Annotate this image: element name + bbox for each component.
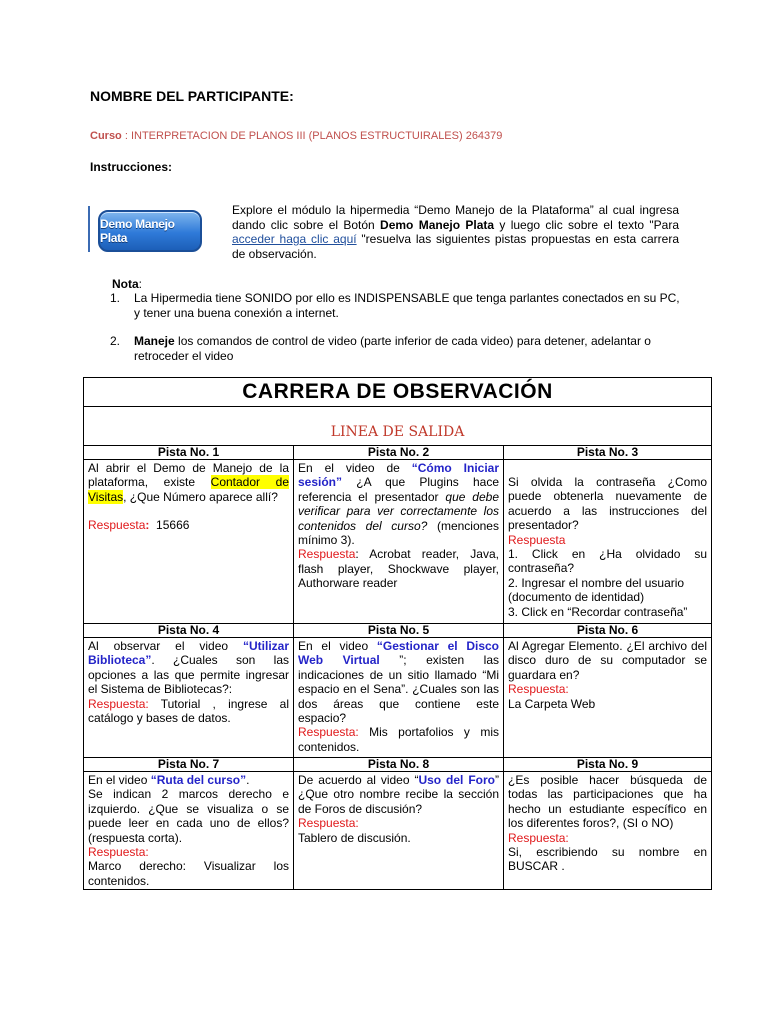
- nota-item: [110, 291, 680, 320]
- pista-header: Pista No. 6: [504, 624, 712, 638]
- explore-text-2: y luego clic sobre el texto "Para: [494, 217, 680, 232]
- q-text: (menciones mínimo 3).: [298, 518, 499, 548]
- explore-bold: Demo Manejo Plata: [380, 217, 495, 232]
- nota-colon: :: [138, 277, 143, 291]
- nota-item-text: La Hipermedia tiene SONIDO por ello es INDISPENSABLE que tenga parlantes conectados en su PC, y tener una buena conexión a internet.: [134, 291, 680, 320]
- respuesta-label: Respuesta: [88, 518, 146, 533]
- pista-cell-3: [504, 460, 712, 624]
- pista-question: [88, 461, 289, 504]
- course-line: [90, 130, 502, 142]
- linea-de-salida-label: LINEA DE SALIDA: [330, 423, 465, 440]
- pista-cell-5: [294, 638, 504, 758]
- answer-text: Si, escribiendo su nombre en BUSCAR .: [508, 845, 708, 874]
- answer-text: Tutorial , ingrese al catálogo y bases de datos.: [88, 696, 289, 726]
- course-name: : INTERPRETACION DE PLANOS III (PLANOS ESTRUCTUIRALES) 264379: [124, 130, 503, 142]
- respuesta-label: Respuesta: [298, 725, 356, 740]
- nota-label-text: Nota: [112, 277, 139, 291]
- video-title: “Ruta del curso”: [150, 773, 247, 787]
- q-text: Al abrir el Demo de Manejo de la plataforma, existe: [88, 461, 289, 490]
- demo-button-wrapper: [88, 206, 212, 252]
- answer-text: Mis portafolios y mis contenidos.: [298, 725, 499, 754]
- video-title: “Gestionar el Disco Web Virtual: [298, 639, 499, 668]
- nota-item-text: los comandos de control de video (parte inferior de cada video) para detener, adelantar o retroceder el video: [134, 334, 651, 363]
- pista-question: [298, 461, 499, 547]
- respuesta-label: Respuesta: [298, 547, 356, 562]
- q-text: En el video de: [298, 461, 412, 475]
- answer-text: 15666: [156, 518, 190, 533]
- pista-header: Pista No. 5: [294, 624, 504, 638]
- pista-cell-1: [84, 460, 294, 624]
- explore-text-1: Explore el módulo la hipermedia “Demo Manejo de la Plataforma” al cual ingresa dando clic sobre el Botón: [232, 203, 679, 232]
- pista-question: Si olvida la contraseña ¿Como puede obtenerla nuevamente de acuerdo a las instrucciones del presentador?: [508, 475, 708, 533]
- pista-cell-6: Al Agregar Elemento. ¿El archivo del disco duro de su computador se guardara en? Respuesta: La Carpeta Web: [504, 638, 712, 758]
- pista-header: Pista No. 4: [84, 624, 294, 638]
- respuesta-label: Respuesta: [508, 532, 566, 547]
- course-label: Curso: [90, 130, 122, 142]
- pista-question: [298, 773, 499, 816]
- nota-item-bold: Maneje: [134, 334, 175, 348]
- observation-table: [83, 377, 712, 890]
- pista-question: ¿Es posible hacer búsqueda de todas las participaciones que ha hecho un estudiante específico en los diferentes foros?, (SI o NO): [508, 773, 708, 831]
- subtitle-cell: [84, 407, 712, 446]
- respuesta-label: Respuesta: [88, 845, 146, 860]
- instructions-heading: Instrucciones:: [90, 160, 173, 174]
- demo-accent-bar: [88, 206, 90, 252]
- access-link[interactable]: acceder haga clic aquí: [232, 232, 357, 246]
- explore-text-3: "resuelva las siguientes pistas propuestas en esta carrera de observación.: [232, 232, 679, 261]
- q-text: , ¿Que Número aparece allí?: [123, 489, 278, 504]
- pista-answer: Respuesta: 15666: [88, 518, 190, 533]
- pista-cell-9: ¿Es posible hacer búsqueda de todas las participaciones que ha hecho un estudiante específico en los diferentes foros?, (SI o NO) Respuesta: Si, escribiendo su nombre en BUSCAR .: [504, 772, 712, 890]
- pista-answer: [298, 547, 499, 590]
- table-title: CARRERA DE OBSERVACIÓN: [84, 378, 712, 407]
- nota-item: [110, 334, 680, 363]
- q-text: Al observar el video: [88, 639, 243, 653]
- q-highlight: Contador de Visitas: [88, 475, 290, 504]
- q-italic: que debe verificar para ver correctamente los contenidos del curso?: [298, 489, 499, 533]
- answer-text: : Acrobat reader, Java, flash player, Shockwave player, Authorware reader: [298, 547, 499, 591]
- respuesta-label: Respuesta: [298, 816, 356, 831]
- pista-header: Pista No. 9: [504, 758, 712, 772]
- pista-cell-2: [294, 460, 504, 624]
- answer-step: 1. Click en ¿Ha olvidado su contraseña?: [508, 547, 708, 576]
- answer-text: Tablero de discusión.: [298, 830, 411, 845]
- participant-name-label: NOMBRE DEL PARTICIPANTE:: [90, 88, 294, 104]
- q-text: .: [246, 773, 250, 787]
- video-title: Uso del Foro: [418, 773, 495, 787]
- nota-list: [110, 291, 680, 363]
- q-text: ” ¿Que otro nombre recibe la sección de Foros de discusión?: [298, 773, 499, 816]
- pista-answer: Respuesta: Tutorial , ingrese al catálogo y bases de datos.: [88, 696, 289, 726]
- answer-text: Marco derecho: Visualizar los contenidos.: [88, 859, 289, 888]
- respuesta-label: Respuesta: [508, 682, 566, 697]
- pista-question: Al Agregar Elemento. ¿El archivo del disco duro de su computador se guardara en?: [508, 639, 708, 682]
- q-text: . ¿Cuales son las opciones a las que permite ingresar el Sistema de Bibliotecas?:: [88, 653, 289, 697]
- nota-item-number: 1.: [110, 291, 121, 305]
- nota-label: [112, 277, 142, 291]
- pista-answer: Respuesta: Mis portafolios y mis contenidos.: [298, 725, 499, 754]
- answer-step: 2. Ingresar el nombre del usuario (documento de identidad): [508, 575, 685, 605]
- q-text: En el video: [88, 773, 151, 787]
- pista-cell-8: De acuerdo al video “Uso del Foro” ¿Que otro nombre recibe la sección de Foros de discusión? Respuesta: Tablero de discusión.: [294, 772, 504, 890]
- pista-question: [88, 773, 289, 787]
- pista-header: Pista No. 8: [294, 758, 504, 772]
- respuesta-label: Respuesta: [88, 696, 146, 711]
- respuesta-label: Respuesta: [508, 830, 566, 845]
- answer-step: 3. Click en “Recordar contraseña”: [508, 604, 688, 619]
- pista-header: Pista No. 3: [504, 446, 712, 460]
- demo-manejo-plata-button[interactable]: Demo Manejo Plata: [98, 210, 202, 252]
- video-title: “Utilizar Biblioteca”: [88, 639, 289, 668]
- answer-text: La Carpeta Web: [508, 696, 596, 711]
- pista-cell-7: En el video “Ruta del curso”. Se indican 2 marcos derecho e izquierdo. ¿Que se visualiza o se puede leer en cada uno de ellos? (respuesta corta). Respuesta: Marco derecho: Visualizar los contenidos.: [84, 772, 294, 890]
- q-text: En el video: [298, 639, 377, 653]
- pista-header: Pista No. 1: [84, 446, 294, 460]
- pista-question: [298, 639, 499, 725]
- nota-item-number: 2.: [110, 334, 121, 348]
- pista-question-detail: Se indican 2 marcos derecho e izquierdo. ¿Que se visualiza o se puede leer en cada uno de ellos? (respuesta corta).: [88, 787, 289, 845]
- video-title: “Cómo Iniciar sesión”: [298, 461, 499, 490]
- q-text: ”; existen las indicaciones de un sitio llamado “Mi espacio en el Sena”. ¿Cuales son las dos áreas que contiene este espacio?: [298, 653, 499, 726]
- pista-header: Pista No. 2: [294, 446, 504, 460]
- pista-cell-4: [84, 638, 294, 758]
- explore-instructions: [232, 203, 679, 261]
- pista-header: Pista No. 7: [84, 758, 294, 772]
- q-text: De acuerdo al video “: [298, 773, 419, 787]
- pista-question: [88, 639, 289, 697]
- q-text: ¿A que Plugins hace referencia el presentador: [298, 475, 499, 504]
